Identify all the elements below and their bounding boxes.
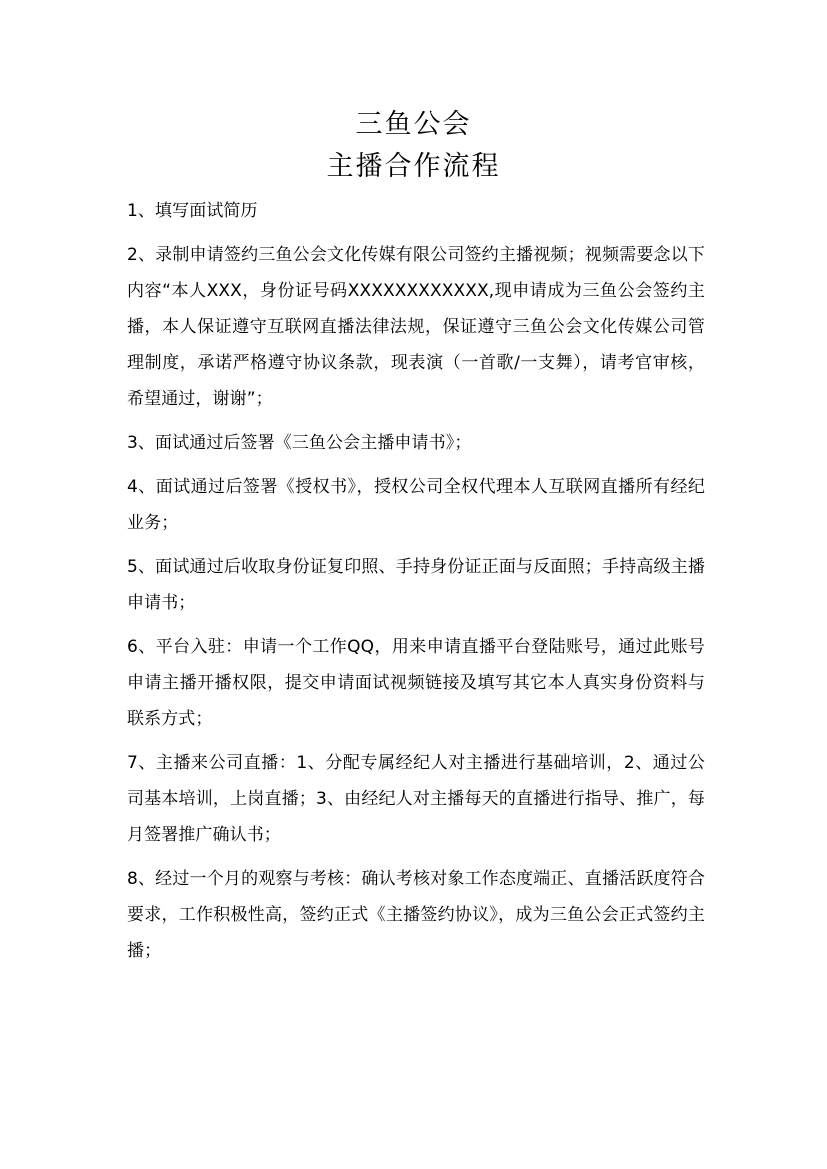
- process-step-2: 2、录制申请签约三鱼公会文化传媒有限公司签约主播视频；视频需要念以下内容“本人XXX，身份证号码XXXXXXXXXXXX,现申请成为三鱼公会签约主播，本人保证遵守互联网直播法律法规，保证遵守三鱼公会文化传媒公司管理制度，承诺严格遵守协议条款，现表演（一首歌/一支舞），请考官审核，希望通过，谢谢”；: [127, 245, 705, 409]
- process-step-1: 1、填写面试简历: [127, 201, 258, 221]
- process-step-6: 6、平台入驻：申请一个工作QQ，用来申请直播平台登陆账号，通过此账号申请主播开播权限，提交申请面试视频链接及填写其它本人真实身份资料与联系方式；: [127, 637, 705, 729]
- document-title-line-1: 三鱼公会: [355, 109, 472, 140]
- document-title-line-2: 主播合作流程: [326, 151, 501, 182]
- process-step-3: 3、面试通过后签署《三鱼公会主播申请书》；: [127, 433, 472, 453]
- process-step-5: 5、面试通过后收取身份证复印照、手持身份证正面与反面照；手持高级主播申请书；: [127, 557, 705, 613]
- process-step-8: 8、经过一个月的观察与考核：确认考核对象工作态度端正、直播活跃度符合要求，工作积极性高，签约正式《主播签约协议》，成为三鱼公会正式签约主播；: [127, 869, 705, 961]
- process-step-4: 4、面试通过后签署《授权书》，授权公司全权代理本人互联网直播所有经纪业务；: [127, 477, 705, 533]
- document-title-block: [0, 104, 827, 188]
- process-step-7: 7、主播来公司直播：1、分配专属经纪人对主播进行基础培训，2、通过公司基本培训，上岗直播；3、由经纪人对主播每天的直播进行指导、推广，每月签署推广确认书；: [127, 753, 705, 845]
- process-list: [127, 193, 705, 977]
